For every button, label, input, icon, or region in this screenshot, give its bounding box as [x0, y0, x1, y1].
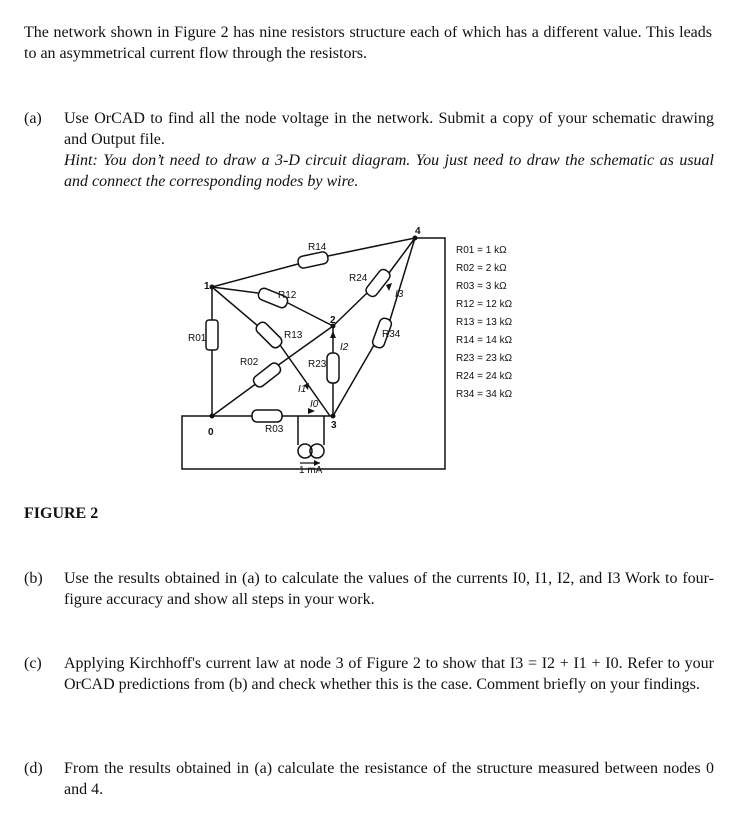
question-d-label: (d): [24, 760, 43, 777]
label-r03: R03: [265, 424, 284, 435]
label-i0: I0: [310, 399, 319, 410]
question-b-text: Use the results obtained in (a) to calculate the values of the currents I0, I1, I2, and I3 Work to four-figure accuracy and show all steps in your work.: [64, 570, 714, 608]
resistor-r01: [206, 320, 218, 350]
node-dot: [331, 414, 336, 419]
value-r34: R34 = 34 kΩ: [456, 389, 513, 400]
label-r23: R23: [308, 359, 327, 370]
question-a: [24, 108, 714, 192]
arrow-i2-icon: [330, 331, 336, 338]
question-a-hint: Hint: You don’t need to draw a 3-D circuit diagram. You just need to draw the schematic as usual and connect the corresponding nodes by wire.: [64, 152, 714, 190]
circuit-diagram: [170, 225, 560, 485]
node-label-3: 3: [331, 420, 337, 431]
question-d: [24, 758, 714, 800]
intro-paragraph: The network shown in Figure 2 has nine resistors structure each of which has a different value. This leads to an asymmetrical current flow through the resistors.: [24, 24, 712, 62]
question-d-text: From the results obtained in (a) calculate the resistance of the structure measured between nodes 0 and 4.: [64, 760, 714, 798]
node-dot: [210, 414, 215, 419]
arrow-i3-icon: [386, 283, 392, 291]
resistor-r23: [327, 353, 339, 383]
question-a-text: Use OrCAD to find all the node voltage in the network. Submit a copy of your schematic drawing and Output file.: [64, 110, 714, 148]
value-r12: R12 = 12 kΩ: [456, 299, 513, 310]
question-c: [24, 653, 714, 695]
value-r02: R02 = 2 kΩ: [456, 263, 507, 274]
node-label-1: 1: [204, 281, 210, 292]
resistor-r14: [297, 251, 329, 269]
label-r13: R13: [284, 330, 303, 341]
label-i2: I2: [340, 342, 349, 353]
value-r03: R03 = 3 kΩ: [456, 281, 507, 292]
value-r23: R23 = 23 kΩ: [456, 353, 513, 364]
label-i3: I3: [395, 289, 404, 300]
label-r34: R34: [382, 329, 401, 340]
label-r12: R12: [278, 290, 297, 301]
label-r02: R02: [240, 357, 259, 368]
figure-caption: FIGURE 2: [24, 505, 99, 522]
value-r01: R01 = 1 kΩ: [456, 245, 507, 256]
node-label-4: 4: [415, 226, 421, 237]
label-r24: R24: [349, 273, 368, 284]
question-c-text: Applying Kirchhoff's current law at node 3 of Figure 2 to show that I3 = I2 + I1 + I0. Refer to your OrCAD predictions from (b) and check whether this is the case. Comment briefly on your findings.: [64, 655, 714, 693]
question-a-label: (a): [24, 110, 42, 127]
question-b: [24, 568, 714, 610]
label-r14: R14: [308, 242, 327, 253]
node-dot: [210, 285, 215, 290]
value-r24: R24 = 24 kΩ: [456, 371, 513, 382]
resistor-r24: [364, 267, 392, 298]
value-r14: R14 = 14 kΩ: [456, 335, 513, 346]
resistor-r13: [254, 320, 284, 350]
node-label-0: 0: [208, 427, 214, 438]
value-r13: R13 = 13 kΩ: [456, 317, 513, 328]
source-label: 1 mA: [299, 465, 323, 476]
label-i1: I1: [298, 384, 307, 395]
node-label-2: 2: [330, 315, 336, 326]
resistor-r03: [252, 410, 282, 422]
question-b-label: (b): [24, 570, 43, 587]
question-c-label: (c): [24, 655, 42, 672]
label-r01: R01: [188, 333, 207, 344]
